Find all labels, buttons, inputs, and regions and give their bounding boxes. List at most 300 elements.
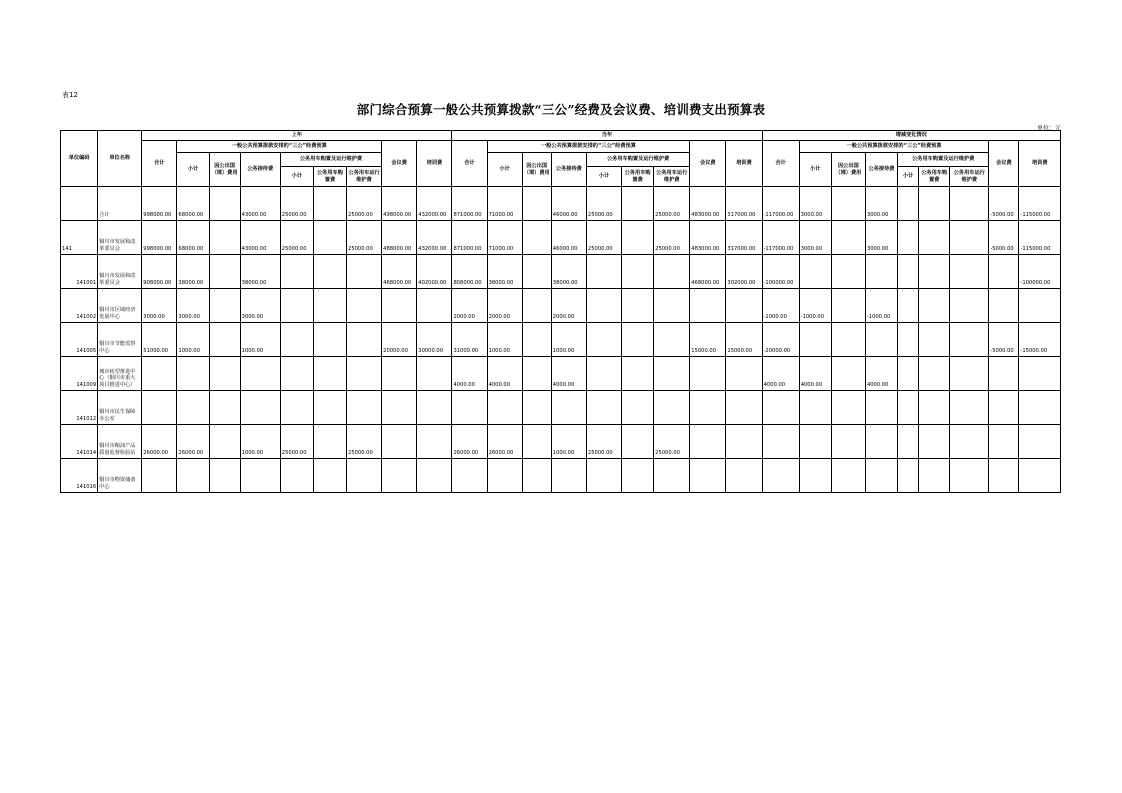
value-cell xyxy=(209,323,240,357)
value-cell xyxy=(919,425,950,459)
value-cell: 15000.00 xyxy=(726,323,762,357)
value-cell xyxy=(919,323,950,357)
value-cell xyxy=(898,187,919,221)
value-cell: 46000.00 xyxy=(551,221,586,255)
table-row xyxy=(61,425,1061,459)
header-subgroup: 一般公共预算拨款安排的“三公”经费预算 xyxy=(177,141,382,153)
value-cell: 3000.00 xyxy=(177,289,209,323)
value-cell xyxy=(313,323,346,357)
value-cell xyxy=(622,289,654,323)
value-cell: -100000.00 xyxy=(1019,255,1061,289)
value-cell xyxy=(762,425,799,459)
value-cell: 483000.00 xyxy=(690,187,726,221)
value-cell xyxy=(919,357,950,391)
value-cell xyxy=(898,289,919,323)
value-cell xyxy=(347,255,382,289)
header-unit-name: 单位名称 xyxy=(98,131,142,187)
value-cell xyxy=(989,289,1019,323)
value-cell: 432000.00 xyxy=(417,221,452,255)
value-cell xyxy=(280,255,313,289)
value-cell xyxy=(654,255,690,289)
header-group-curr: 当年 xyxy=(452,131,762,141)
header-training: 培训费 xyxy=(1019,141,1061,187)
value-cell: 3000.00 xyxy=(240,289,280,323)
value-cell xyxy=(586,391,621,425)
value-cell xyxy=(919,289,950,323)
value-cell xyxy=(313,425,346,459)
header-vehicle: 公务用车购置及运行维护费 xyxy=(280,153,381,167)
header-vehicle-subtotal: 小计 xyxy=(586,167,621,187)
value-cell: 25000.00 xyxy=(654,425,690,459)
value-cell: 483000.00 xyxy=(690,221,726,255)
value-cell xyxy=(1019,425,1061,459)
value-cell xyxy=(950,187,989,221)
value-cell: 1000.00 xyxy=(487,323,522,357)
value-cell: 3000.00 xyxy=(142,289,177,323)
value-cell xyxy=(209,289,240,323)
value-cell xyxy=(799,459,831,493)
value-cell xyxy=(586,459,621,493)
value-cell: 25000.00 xyxy=(586,425,621,459)
unit-code-cell: 141012 xyxy=(61,391,98,425)
value-cell xyxy=(950,391,989,425)
value-cell: 71000.00 xyxy=(487,221,522,255)
value-cell xyxy=(989,255,1019,289)
value-cell xyxy=(950,255,989,289)
value-cell: 20000.00 xyxy=(382,323,417,357)
value-cell xyxy=(1019,357,1061,391)
value-cell: 908000.00 xyxy=(142,255,177,289)
header-vehicle: 公务用车购置及运行维护费 xyxy=(586,153,689,167)
table-row xyxy=(61,221,1061,255)
value-cell: 38000.00 xyxy=(177,255,209,289)
value-cell: 498000.00 xyxy=(382,187,417,221)
value-cell: 25000.00 xyxy=(347,221,382,255)
value-cell xyxy=(209,459,240,493)
value-cell xyxy=(799,255,831,289)
value-cell xyxy=(831,391,865,425)
value-cell xyxy=(690,357,726,391)
value-cell xyxy=(347,357,382,391)
value-cell xyxy=(551,391,586,425)
value-cell xyxy=(313,391,346,425)
value-cell xyxy=(622,357,654,391)
value-cell xyxy=(622,255,654,289)
value-cell xyxy=(950,459,989,493)
value-cell: 468000.00 xyxy=(690,255,726,289)
value-cell xyxy=(622,187,654,221)
value-cell: 1000.00 xyxy=(551,323,586,357)
value-cell xyxy=(1019,459,1061,493)
value-cell xyxy=(989,459,1019,493)
value-cell: 3000.00 xyxy=(799,187,831,221)
header-vehicle-run: 公务用车运行维护费 xyxy=(347,167,382,187)
budget-table xyxy=(60,130,1061,493)
value-cell xyxy=(989,391,1019,425)
header-vehicle-run: 公务用车运行维护费 xyxy=(654,167,690,187)
value-cell: 26000.00 xyxy=(487,425,522,459)
value-cell xyxy=(919,221,950,255)
value-cell xyxy=(417,425,452,459)
value-cell xyxy=(950,357,989,391)
value-cell: 30000.00 xyxy=(417,323,452,357)
value-cell xyxy=(799,425,831,459)
value-cell xyxy=(919,187,950,221)
unit-name-cell: 铜川市物资储备中心 xyxy=(98,459,142,493)
value-cell xyxy=(452,391,487,425)
value-cell: 1000.00 xyxy=(240,323,280,357)
value-cell xyxy=(726,357,762,391)
unit-name-cell: 城市转型推进中心（铜川市重大项目推进中心） xyxy=(98,357,142,391)
value-cell: 43000.00 xyxy=(240,187,280,221)
value-cell xyxy=(382,391,417,425)
value-cell: -5000.00 xyxy=(989,187,1019,221)
unit-code-cell: 141005 xyxy=(61,323,98,357)
value-cell xyxy=(382,357,417,391)
value-cell: 4000.00 xyxy=(487,357,522,391)
unit-name-cell: 铜川市发展和改革委员会 xyxy=(98,255,142,289)
unit-code-cell: 141002 xyxy=(61,289,98,323)
value-cell xyxy=(280,289,313,323)
header-vehicle-buy: 公务用车购置费 xyxy=(919,167,950,187)
value-cell: 46000.00 xyxy=(551,187,586,221)
value-cell xyxy=(209,255,240,289)
value-cell xyxy=(347,289,382,323)
value-cell xyxy=(762,391,799,425)
value-cell xyxy=(690,459,726,493)
value-cell: -15000.00 xyxy=(1019,323,1061,357)
value-cell xyxy=(762,459,799,493)
value-cell xyxy=(1019,289,1061,323)
value-cell xyxy=(522,221,551,255)
value-cell xyxy=(417,459,452,493)
table-row xyxy=(61,187,1061,221)
value-cell: 871000.00 xyxy=(452,187,487,221)
value-cell xyxy=(726,289,762,323)
value-cell xyxy=(865,425,897,459)
value-cell xyxy=(799,323,831,357)
value-cell xyxy=(831,221,865,255)
value-cell xyxy=(690,425,726,459)
value-cell xyxy=(831,357,865,391)
value-cell: 4000.00 xyxy=(551,357,586,391)
value-cell xyxy=(586,357,621,391)
value-cell xyxy=(898,221,919,255)
table-row xyxy=(61,255,1061,289)
unit-code-cell: 141009 xyxy=(61,357,98,391)
table-row xyxy=(61,391,1061,425)
value-cell xyxy=(865,255,897,289)
value-cell xyxy=(622,459,654,493)
value-cell xyxy=(950,289,989,323)
value-cell: 68000.00 xyxy=(177,187,209,221)
value-cell xyxy=(280,459,313,493)
value-cell xyxy=(831,255,865,289)
value-cell: 71000.00 xyxy=(487,187,522,221)
value-cell: -115000.00 xyxy=(1019,221,1061,255)
value-cell xyxy=(417,391,452,425)
value-cell: -117000.00 xyxy=(762,187,799,221)
header-subtotal: 小计 xyxy=(177,153,209,187)
value-cell xyxy=(919,255,950,289)
value-cell: 68000.00 xyxy=(177,221,209,255)
value-cell xyxy=(347,391,382,425)
value-cell xyxy=(382,289,417,323)
table-row xyxy=(61,289,1061,323)
value-cell xyxy=(487,391,522,425)
value-cell xyxy=(898,459,919,493)
value-cell xyxy=(622,425,654,459)
value-cell: -20000.00 xyxy=(762,323,799,357)
value-cell: 998000.00 xyxy=(142,187,177,221)
value-cell xyxy=(865,391,897,425)
header-meeting: 会议费 xyxy=(382,141,417,187)
value-cell xyxy=(382,459,417,493)
unit-name-cell: 合计 xyxy=(98,187,142,221)
header-reception: 公务接待费 xyxy=(865,153,897,187)
value-cell xyxy=(831,187,865,221)
value-cell: 25000.00 xyxy=(586,221,621,255)
value-cell xyxy=(1019,391,1061,425)
header-abroad: 因公出国（境）费用 xyxy=(522,153,551,187)
value-cell xyxy=(654,459,690,493)
header-subgroup: 一般公共预算拨款安排的“三公”经费预算 xyxy=(487,141,690,153)
value-cell xyxy=(280,357,313,391)
value-cell xyxy=(522,323,551,357)
value-cell: 3000.00 xyxy=(799,221,831,255)
value-cell xyxy=(865,323,897,357)
value-cell xyxy=(622,391,654,425)
value-cell xyxy=(799,391,831,425)
value-cell: 25000.00 xyxy=(347,187,382,221)
value-cell xyxy=(831,425,865,459)
value-cell xyxy=(898,391,919,425)
value-cell xyxy=(313,221,346,255)
value-cell: 25000.00 xyxy=(654,221,690,255)
value-cell: -117000.00 xyxy=(762,221,799,255)
value-cell xyxy=(177,391,209,425)
header-abroad: 因公出国（境）费用 xyxy=(831,153,865,187)
value-cell xyxy=(950,425,989,459)
table-row xyxy=(61,459,1061,493)
value-cell xyxy=(586,323,621,357)
value-cell: 51000.00 xyxy=(142,323,177,357)
value-cell: 4000.00 xyxy=(865,357,897,391)
header-total: 合计 xyxy=(762,141,799,187)
value-cell xyxy=(919,459,950,493)
unit-name-cell: 铜川市节能监察中心 xyxy=(98,323,142,357)
value-cell: -1000.00 xyxy=(799,289,831,323)
value-cell xyxy=(382,425,417,459)
value-cell xyxy=(622,323,654,357)
value-cell xyxy=(313,357,346,391)
value-cell xyxy=(551,459,586,493)
value-cell xyxy=(522,255,551,289)
value-cell xyxy=(654,289,690,323)
value-cell xyxy=(726,391,762,425)
value-cell xyxy=(240,357,280,391)
value-cell: 302000.00 xyxy=(726,255,762,289)
value-cell xyxy=(209,391,240,425)
value-cell: -1000.00 xyxy=(762,289,799,323)
value-cell: 15000.00 xyxy=(690,323,726,357)
value-cell xyxy=(142,391,177,425)
value-cell: 1000.00 xyxy=(551,425,586,459)
value-cell xyxy=(654,323,690,357)
value-cell: 808000.00 xyxy=(452,255,487,289)
value-cell xyxy=(177,459,209,493)
value-cell xyxy=(831,323,865,357)
header-vehicle-run: 公务用车运行维护费 xyxy=(950,167,989,187)
unit-code-cell: 141001 xyxy=(61,255,98,289)
value-cell: 26000.00 xyxy=(452,425,487,459)
value-cell: 25000.00 xyxy=(280,425,313,459)
value-cell xyxy=(950,221,989,255)
value-cell: 25000.00 xyxy=(347,425,382,459)
value-cell xyxy=(313,289,346,323)
header-reception: 公务接待费 xyxy=(551,153,586,187)
value-cell: 25000.00 xyxy=(280,187,313,221)
value-cell: 317000.00 xyxy=(726,221,762,255)
value-cell xyxy=(347,323,382,357)
value-cell: -1000.00 xyxy=(865,289,897,323)
value-cell: 2000.00 xyxy=(487,289,522,323)
value-cell xyxy=(522,425,551,459)
header-vehicle-buy: 公务用车购置费 xyxy=(622,167,654,187)
unit-name-cell: 铜川市发展和改革委员会 xyxy=(98,221,142,255)
value-cell xyxy=(417,357,452,391)
value-cell xyxy=(209,357,240,391)
value-cell: 4000.00 xyxy=(762,357,799,391)
value-cell xyxy=(347,459,382,493)
value-cell xyxy=(950,323,989,357)
unit-label: 单位：元 xyxy=(1036,125,1061,132)
value-cell: 31000.00 xyxy=(452,323,487,357)
value-cell xyxy=(209,425,240,459)
value-cell: 38000.00 xyxy=(551,255,586,289)
value-cell: -115000.00 xyxy=(1019,187,1061,221)
value-cell: 26000.00 xyxy=(177,425,209,459)
value-cell xyxy=(522,187,551,221)
header-subtotal: 小计 xyxy=(799,153,831,187)
value-cell xyxy=(865,459,897,493)
header-reception: 公务接待费 xyxy=(240,153,280,187)
unit-name-cell: 铜川市民生保障办公室 xyxy=(98,391,142,425)
value-cell xyxy=(919,391,950,425)
value-cell xyxy=(726,459,762,493)
value-cell: 25000.00 xyxy=(280,221,313,255)
value-cell xyxy=(240,459,280,493)
value-cell xyxy=(654,357,690,391)
header-training: 培训费 xyxy=(726,141,762,187)
value-cell xyxy=(898,357,919,391)
value-cell xyxy=(240,391,280,425)
value-cell xyxy=(209,187,240,221)
value-cell xyxy=(831,289,865,323)
value-cell: 3000.00 xyxy=(865,221,897,255)
value-cell xyxy=(898,323,919,357)
unit-code-cell: 141014 xyxy=(61,425,98,459)
value-cell xyxy=(898,425,919,459)
value-cell: 43000.00 xyxy=(240,221,280,255)
value-cell xyxy=(690,289,726,323)
value-cell xyxy=(831,459,865,493)
value-cell xyxy=(522,391,551,425)
header-abroad: 因公出国（境）费用 xyxy=(209,153,240,187)
value-cell: 998000.00 xyxy=(142,221,177,255)
value-cell xyxy=(209,221,240,255)
value-cell xyxy=(417,289,452,323)
page-title: 部门综合预算一般公共预算拨款“三公”经费及会议费、培训费支出预算表 xyxy=(356,102,766,117)
value-cell: 25000.00 xyxy=(654,187,690,221)
value-cell xyxy=(177,357,209,391)
value-cell: -5000.00 xyxy=(989,221,1019,255)
value-cell xyxy=(142,459,177,493)
header-subgroup: 一般公共预算拨款安排的“三公”经费预算 xyxy=(799,141,989,153)
unit-code-cell: 141 xyxy=(61,221,98,255)
value-cell xyxy=(898,255,919,289)
value-cell xyxy=(280,323,313,357)
value-cell xyxy=(522,357,551,391)
value-cell xyxy=(280,391,313,425)
value-cell: 4000.00 xyxy=(799,357,831,391)
header-total: 合计 xyxy=(142,141,177,187)
header-group-prev: 上年 xyxy=(142,131,452,141)
value-cell: -100000.00 xyxy=(762,255,799,289)
value-cell xyxy=(452,459,487,493)
value-cell: 38000.00 xyxy=(487,255,522,289)
header-meeting: 会议费 xyxy=(690,141,726,187)
value-cell xyxy=(586,255,621,289)
table-row xyxy=(61,323,1061,357)
unit-code-cell: 141016 xyxy=(61,459,98,493)
table-row xyxy=(61,357,1061,391)
value-cell xyxy=(142,357,177,391)
header-subtotal: 小计 xyxy=(487,153,522,187)
value-cell xyxy=(622,221,654,255)
header-training: 培训费 xyxy=(417,141,452,187)
table-number: 表12 xyxy=(62,91,78,99)
unit-code-cell xyxy=(61,187,98,221)
header-vehicle: 公务用车购置及运行维护费 xyxy=(898,153,989,167)
value-cell: 468000.00 xyxy=(382,255,417,289)
header-meeting: 会议费 xyxy=(989,141,1019,187)
value-cell: 25000.00 xyxy=(586,187,621,221)
value-cell xyxy=(989,425,1019,459)
value-cell: 402000.00 xyxy=(417,255,452,289)
value-cell: 2000.00 xyxy=(551,289,586,323)
value-cell: 1000.00 xyxy=(177,323,209,357)
value-cell xyxy=(654,391,690,425)
value-cell: 3000.00 xyxy=(865,187,897,221)
value-cell xyxy=(313,255,346,289)
header-group-change: 增减变化情况 xyxy=(762,131,1060,141)
value-cell xyxy=(522,289,551,323)
value-cell: 1000.00 xyxy=(240,425,280,459)
header-vehicle-subtotal: 小计 xyxy=(898,167,919,187)
value-cell xyxy=(726,425,762,459)
value-cell xyxy=(487,459,522,493)
header-vehicle-subtotal: 小计 xyxy=(280,167,313,187)
value-cell: 871000.00 xyxy=(452,221,487,255)
header-vehicle-buy: 公务用车购置费 xyxy=(313,167,346,187)
unit-name-cell: 铜川市区域经济发展中心 xyxy=(98,289,142,323)
value-cell: -5000.00 xyxy=(989,323,1019,357)
value-cell: 488000.00 xyxy=(382,221,417,255)
value-cell xyxy=(586,289,621,323)
header-total: 合计 xyxy=(452,141,487,187)
value-cell xyxy=(989,357,1019,391)
